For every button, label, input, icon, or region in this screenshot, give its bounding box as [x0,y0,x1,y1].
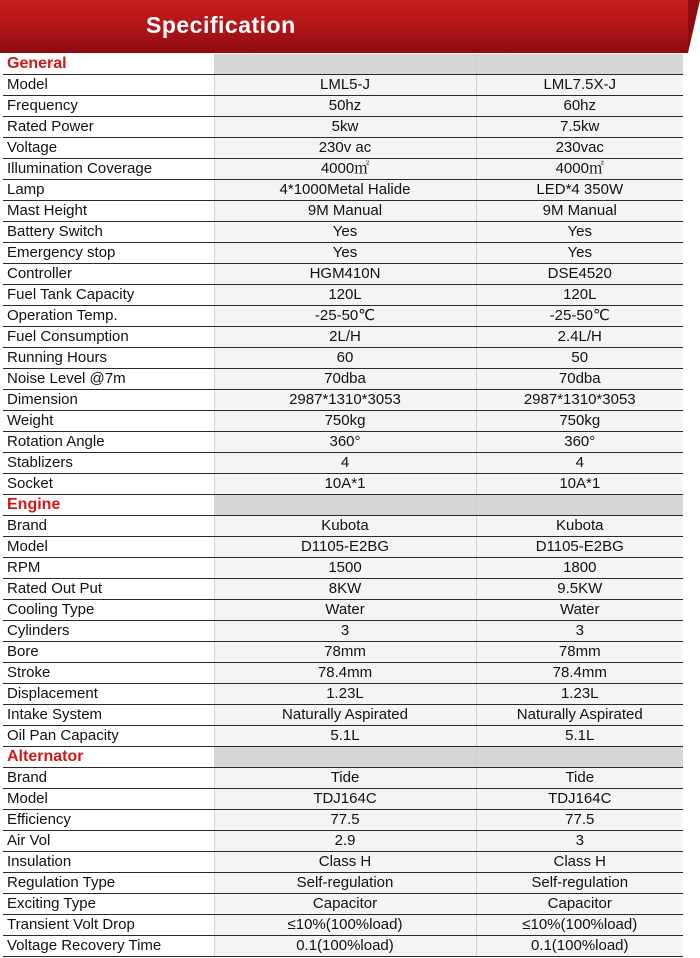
spec-label: Emergency stop [3,243,214,264]
spec-label: Battery Switch [3,222,214,243]
table-row [3,96,683,117]
spec-value-model-a: 4 [214,453,476,474]
spec-value-model-b: 9M Manual [476,201,683,222]
spec-label: Fuel Consumption [3,327,214,348]
table-row [3,117,683,138]
spec-label: Socket [3,474,214,495]
spec-value-model-a: D1105-E2BG [214,537,476,558]
spec-label: Air Vol [3,831,214,852]
table-row [3,138,683,159]
table-row [3,789,683,810]
header-banner-tail [688,0,700,53]
spec-value-model-b: 120L [476,285,683,306]
spec-value-model-a: 10A*1 [214,474,476,495]
spec-label: Rotation Angle [3,432,214,453]
spec-value-model-a: Kubota [214,516,476,537]
section-title: General [3,54,214,75]
table-row [3,642,683,663]
spec-value-model-a: -25-50℃ [214,306,476,327]
table-row [3,75,683,96]
spec-value-model-b: LED*4 350W [476,180,683,201]
spec-value-model-b: Class H [476,852,683,873]
spec-value-model-b: -25-50℃ [476,306,683,327]
spec-value-model-b: Naturally Aspirated [476,705,683,726]
spec-value-model-a: 750kg [214,411,476,432]
spec-label: Exciting Type [3,894,214,915]
spec-label: Intake System [3,705,214,726]
spec-header-banner [0,0,688,53]
table-row [3,579,683,600]
section-band [476,495,683,516]
spec-value-model-b: 1800 [476,558,683,579]
spec-value-model-b: 77.5 [476,810,683,831]
spec-label: Model [3,537,214,558]
table-row [3,306,683,327]
spec-value-model-b: Yes [476,222,683,243]
table-row [3,201,683,222]
table-row [3,663,683,684]
spec-label: RPM [3,558,214,579]
spec-label: Rated Out Put [3,579,214,600]
spec-value-model-a: Naturally Aspirated [214,705,476,726]
spec-label: Frequency [3,96,214,117]
table-row [3,348,683,369]
section-band [214,747,476,768]
spec-value-model-b: 7.5kw [476,117,683,138]
spec-value-model-a: 9M Manual [214,201,476,222]
spec-label: Noise Level @7m [3,369,214,390]
spec-value-model-b: 5.1L [476,726,683,747]
table-row [3,684,683,705]
spec-value-model-a: ≤10%(100%load) [214,915,476,936]
spec-value-model-b: 9.5KW [476,579,683,600]
spec-label: Brand [3,516,214,537]
spec-label: Cooling Type [3,600,214,621]
table-row [3,768,683,789]
spec-value-model-a: 3 [214,621,476,642]
spec-label: Controller [3,264,214,285]
spec-label: Brand [3,768,214,789]
table-row [3,243,683,264]
table-row [3,453,683,474]
spec-table [3,54,683,957]
table-row [3,180,683,201]
table-row [3,705,683,726]
table-row [3,831,683,852]
spec-value-model-b: 3 [476,621,683,642]
table-row [3,936,683,957]
spec-label: Running Hours [3,348,214,369]
spec-value-model-a: Water [214,600,476,621]
spec-value-model-a: 5.1L [214,726,476,747]
spec-value-model-a: 77.5 [214,810,476,831]
table-row [3,474,683,495]
section-band [476,54,683,75]
spec-label: Stablizers [3,453,214,474]
section-band [214,54,476,75]
spec-value-model-a: 2.9 [214,831,476,852]
spec-label: Model [3,789,214,810]
spec-label: Stroke [3,663,214,684]
spec-value-model-a: 1.23L [214,684,476,705]
spec-value-model-a: HGM410N [214,264,476,285]
section-title: Engine [3,495,214,516]
spec-value-model-a: 5kw [214,117,476,138]
spec-value-model-b: DSE4520 [476,264,683,285]
spec-value-model-b: 2.4L/H [476,327,683,348]
spec-label: Regulation Type [3,873,214,894]
table-row [3,411,683,432]
spec-value-model-b: 3 [476,831,683,852]
spec-value-model-b: Water [476,600,683,621]
spec-label: Model [3,75,214,96]
spec-value-model-b: 2987*1310*3053 [476,390,683,411]
table-row [3,285,683,306]
table-row [3,264,683,285]
table-row [3,810,683,831]
table-row [3,894,683,915]
spec-value-model-b: 78mm [476,642,683,663]
spec-value-model-a: Capacitor [214,894,476,915]
spec-value-model-b: Kubota [476,516,683,537]
spec-label: Operation Temp. [3,306,214,327]
spec-value-model-a: 78mm [214,642,476,663]
table-row [3,915,683,936]
spec-value-model-b: Capacitor [476,894,683,915]
spec-value-model-b: 750kg [476,411,683,432]
spec-value-model-a: Yes [214,222,476,243]
spec-value-model-b: 1.23L [476,684,683,705]
spec-value-model-a: 4*1000Metal Halide [214,180,476,201]
spec-table-body [3,54,683,957]
table-row [3,327,683,348]
spec-value-model-b: 10A*1 [476,474,683,495]
spec-value-model-a: 70dba [214,369,476,390]
spec-value-model-a: 230v ac [214,138,476,159]
section-band [476,747,683,768]
table-row [3,159,683,180]
table-row [3,390,683,411]
spec-value-model-a: Tide [214,768,476,789]
section-header-alternator [3,747,683,768]
spec-label: Dimension [3,390,214,411]
spec-value-model-b: 360° [476,432,683,453]
table-row [3,432,683,453]
spec-value-model-a: 8KW [214,579,476,600]
spec-label: Cylinders [3,621,214,642]
spec-label: Bore [3,642,214,663]
spec-label: Efficiency [3,810,214,831]
spec-value-model-b: D1105-E2BG [476,537,683,558]
spec-value-model-b: 4 [476,453,683,474]
spec-value-model-b: LML7.5X-J [476,75,683,96]
spec-value-model-a: 0.1(100%load) [214,936,476,957]
table-row [3,621,683,642]
spec-value-model-a: 2L/H [214,327,476,348]
spec-value-model-a: TDJ164C [214,789,476,810]
spec-value-model-b: 70dba [476,369,683,390]
spec-value-model-a: Class H [214,852,476,873]
spec-value-model-b: Yes [476,243,683,264]
spec-value-model-b: 50 [476,348,683,369]
spec-label: Lamp [3,180,214,201]
spec-value-model-a: 50hz [214,96,476,117]
spec-value-model-b: 60hz [476,96,683,117]
table-row [3,516,683,537]
spec-value-model-a: 4000㎡ [214,159,476,180]
spec-label: Voltage Recovery Time [3,936,214,957]
spec-value-model-b: TDJ164C [476,789,683,810]
spec-label: Mast Height [3,201,214,222]
spec-value-model-b: 78.4mm [476,663,683,684]
section-band [214,495,476,516]
spec-value-model-a: 360° [214,432,476,453]
spec-label: Voltage [3,138,214,159]
section-header-engine [3,495,683,516]
table-row [3,558,683,579]
spec-value-model-a: 2987*1310*3053 [214,390,476,411]
spec-label: Weight [3,411,214,432]
spec-value-model-a: 120L [214,285,476,306]
spec-label: Fuel Tank Capacity [3,285,214,306]
spec-label: Insulation [3,852,214,873]
spec-value-model-b: 0.1(100%load) [476,936,683,957]
spec-value-model-a: Yes [214,243,476,264]
spec-value-model-a: Self-regulation [214,873,476,894]
table-row [3,222,683,243]
spec-label: Rated Power [3,117,214,138]
spec-label: Oil Pan Capacity [3,726,214,747]
spec-value-model-b: Self-regulation [476,873,683,894]
spec-label: Displacement [3,684,214,705]
spec-value-model-a: 1500 [214,558,476,579]
spec-value-model-a: 78.4mm [214,663,476,684]
spec-value-model-a: 60 [214,348,476,369]
spec-label: Transient Volt Drop [3,915,214,936]
spec-value-model-b: 4000㎡ [476,159,683,180]
spec-label: Illumination Coverage [3,159,214,180]
spec-value-model-b: ≤10%(100%load) [476,915,683,936]
spec-value-model-b: Tide [476,768,683,789]
spec-value-model-b: 230vac [476,138,683,159]
section-title: Alternator [3,747,214,768]
table-row [3,537,683,558]
table-row [3,369,683,390]
table-row [3,873,683,894]
spec-value-model-a: LML5-J [214,75,476,96]
table-row [3,726,683,747]
table-row [3,600,683,621]
section-header-general [3,54,683,75]
table-row [3,852,683,873]
page-title: Specification [146,12,296,38]
